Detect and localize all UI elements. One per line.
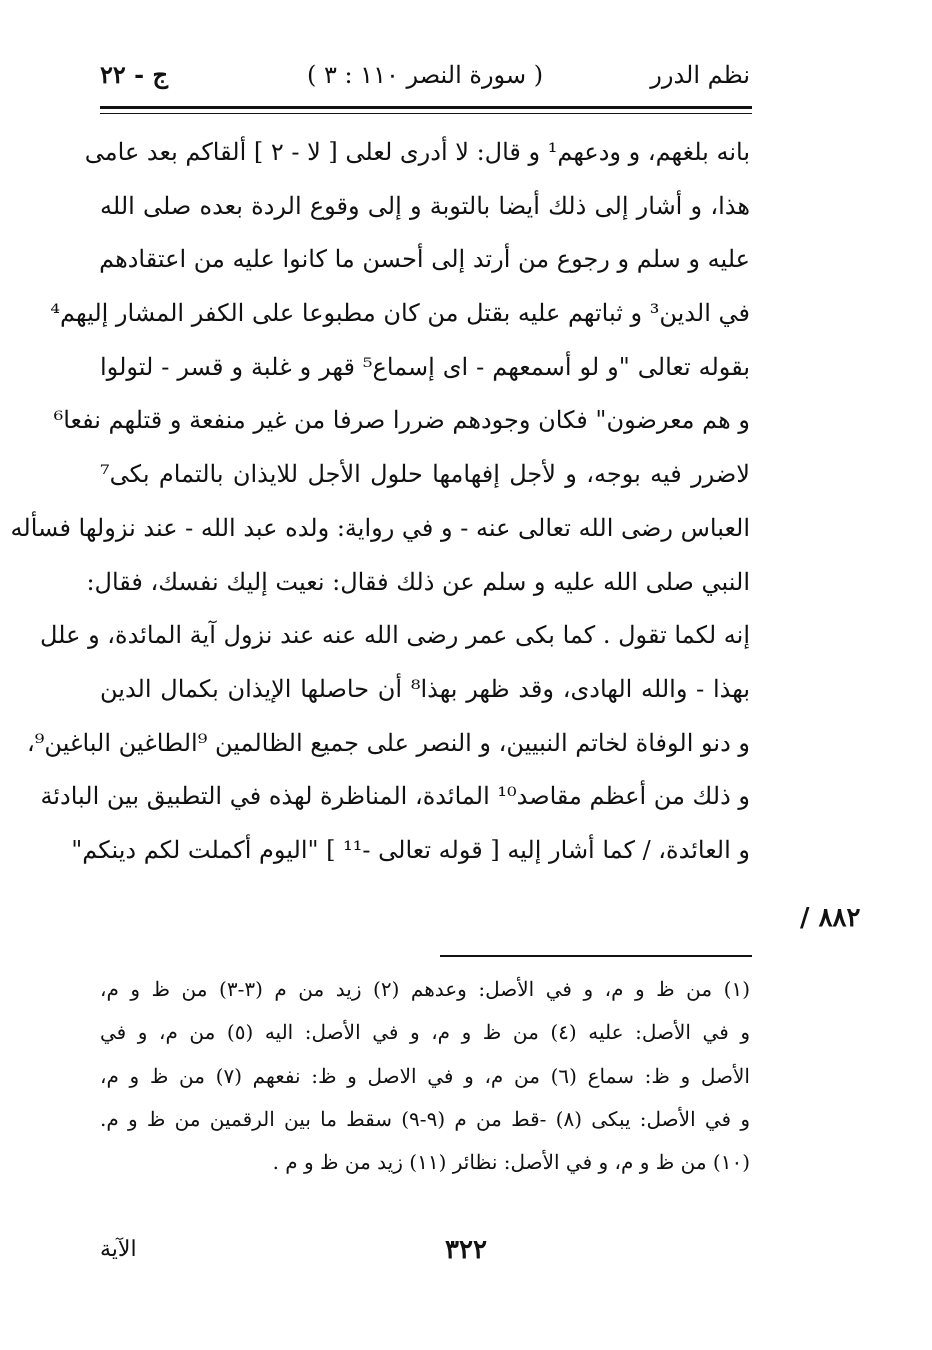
- surah-reference: ( سورة النصر ١١٠ : ٣ ): [306, 61, 544, 89]
- text-line: إنه لكما تقول . كما بكى عمر رضى الله عنه عند نزول آية المائدة، و علل: [40, 621, 750, 650]
- page-number: ٣٢٢: [445, 1235, 487, 1265]
- volume-number: ج - ٢٢: [100, 60, 168, 89]
- text-line: في الدين³ و ثباتهم عليه بقتل من كان مطبوعا على الكفر المشار إليهم⁴: [50, 299, 750, 328]
- catchword: الآية: [100, 1237, 137, 1262]
- text-line: لاضرر فيه بوجه، و لأجل إفهامها حلول الأجل للايذان بالتمام بكى⁷: [100, 460, 750, 489]
- text-line: بانه بلغهم، و ودعهم¹ و قال: لا أدرى لعلى [ لا - ٢ ] ألقاكم بعد عامى: [84, 138, 750, 166]
- text-line: و هم معرضون" فكان وجودهم ضررا صرفا من غير منفعة و قتلهم نفعا⁶: [53, 406, 750, 435]
- header-rule-thick: [100, 106, 752, 109]
- text-line: هذا، و أشار إلى ذلك أيضا بالتوبة و إلى وقوع الردة بعده صلى الله: [100, 191, 750, 220]
- text-line: و دنو الوفاة لخاتم النبيين، و النصر على جميع الظالمين ⁹الطاغين الباغين⁹،: [27, 728, 750, 757]
- book-title: نظم الدرر: [650, 61, 750, 89]
- text-line: و ذلك من أعظم مقاصد¹⁰ المائدة، المناظرة لهذه في التطبيق بين البادئة: [40, 782, 750, 811]
- footnote-line: (١) من ظ و م، و في الأصل: وعدهم (٢) زيد من م (٣-٣) من ظ و م،: [100, 977, 750, 1001]
- footnote-line: (١٠) من ظ و م، و في الأصل: نظائر (١١) زيد من ظ و م .: [272, 1150, 750, 1175]
- text-line: بهذا - والله الهادى، وقد ظهر بهذا⁸ أن حاصلها الإيذان بكمال الدين: [100, 674, 751, 703]
- footnote-line: الأصل و ظ: سماع (٦) من م، و في الاصل و ظ: نفعهم (٧) من ظ و م،: [100, 1063, 750, 1088]
- running-header: [100, 55, 750, 99]
- main-text: [10, 126, 751, 878]
- header-rule-thin: [100, 113, 752, 114]
- text-line: بقوله تعالى "و لو أسمعهم - اى إسماع⁵ قهر و غلبة و قسر - لتولوا: [100, 352, 751, 381]
- text-line: العباس رضى الله تعالى عنه - و في رواية: ولده عبد الله - عند نزولها فسأله: [10, 513, 750, 542]
- footnote-line: و في الأصل: عليه (٤) من ظ و م، و في الأصل: اليه (٥) من م، و في: [100, 1020, 750, 1045]
- text-line: عليه و سلم و رجوع من أرتد إلى أحسن ما كانوا عليه من اعتقادهم: [99, 245, 750, 274]
- text-line: النبي صلى الله عليه و سلم عن ذلك فقال: نعيت إليك نفسك، فقال:: [86, 567, 750, 596]
- footnotes: [100, 968, 750, 1184]
- text-line: و العائدة، / كما أشار إليه [ قوله تعالى -¹¹ ] "اليوم أكملت لكم دينكم": [71, 835, 750, 864]
- footnote-separator: [440, 955, 752, 957]
- manuscript-folio-marker: ٨٨٢ /: [800, 903, 861, 933]
- footnote-line: و في الأصل: يبكى (٨) -قط من م (٩-٩) سقط ما بين الرقمين من ظ و م.: [100, 1106, 750, 1131]
